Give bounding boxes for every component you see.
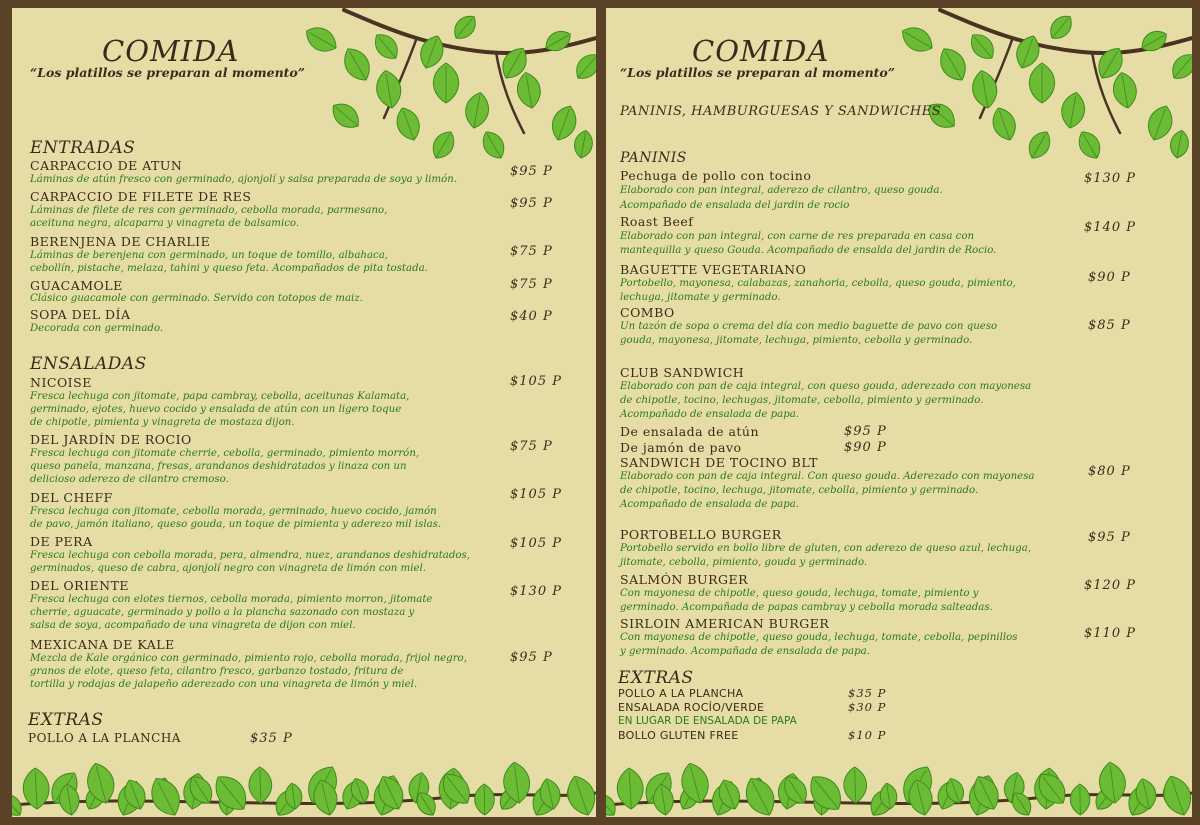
item-desc-line: Con mayonesa de chipotle, queso gouda, lechuga, tomate, pimiento y <box>620 588 979 599</box>
leaf-icon <box>428 127 459 162</box>
leaf-icon <box>934 43 972 86</box>
item-desc-line: germinado, ejotes, huevo cocido y ensalada de atún con un ligero toque <box>30 404 402 415</box>
extra-price: $30 P <box>848 700 887 714</box>
item-name: SOPA DEL DÍA <box>30 307 131 322</box>
item-name: Pechuga de pollo con tocino <box>620 168 812 183</box>
leaf-icon <box>449 11 481 44</box>
leaf-icon <box>463 91 492 130</box>
item-desc-line: de chipotle, pimienta y vinagreta de mostaza dijon. <box>30 417 295 428</box>
item-name: Roast Beef <box>620 214 694 229</box>
item-desc-line: mantequilla y queso Gouda. Acompañado de ensalda del jardin de Rocio. <box>620 245 997 256</box>
tagline: “Los platillos se preparan al momento” <box>30 65 305 80</box>
item-name: COMBO <box>620 305 675 320</box>
item-name: CARPACCIO DE FILETE DE RES <box>30 189 252 204</box>
leaf-icon <box>392 104 424 143</box>
item-desc-line: Mezcla de Kale orgánico con germinado, pimiento rojo, cebolla morada, frijol negro, <box>30 653 467 664</box>
item-desc-line: Láminas de filete de res con germinado, cebolla morada, parmesano, <box>30 205 388 216</box>
leaf-icon <box>433 63 458 103</box>
leaf-icon <box>338 43 376 86</box>
item-desc-line: cherrie, aguacate, germinado y pollo a la plancha sazonado con mostaza y <box>30 607 415 618</box>
item-price: $80 P <box>1088 464 1131 479</box>
item-price: $95 P <box>510 164 553 179</box>
leaf-icon <box>327 98 364 134</box>
item-desc-line: Fresca lechuga con cebolla morada, pera, almendra, nuez, arandanos deshidratados, <box>30 550 471 561</box>
leaf-icon <box>547 102 581 144</box>
item-name: SANDWICH DE TOCINO BLT <box>620 455 818 470</box>
item-desc-line: de chipotle, tocino, lechugas, jitomate, cebolla, pimiento y germinado. <box>620 395 984 406</box>
item-price: $40 P <box>510 309 553 324</box>
leaf-icon <box>1070 784 1090 815</box>
extra-note: EN LUGAR DE ENSALADA DE PAPA <box>618 715 797 727</box>
heading-extras: EXTRAS <box>28 710 104 730</box>
heading-extras: EXTRAS <box>618 668 694 688</box>
leaf-icon <box>1029 63 1054 103</box>
leaf-icon <box>369 29 403 64</box>
item-desc-line: delicioso aderezo de cilantro cremoso. <box>30 474 229 485</box>
item-price: $95 P <box>510 650 553 665</box>
extra-price: $35 P <box>250 731 293 746</box>
item-desc-line: Láminas de berenjena con germinado, un toque de tomillo, albahaca, <box>30 250 389 261</box>
leaf-icon <box>1059 91 1088 130</box>
item-price: $105 P <box>510 374 562 389</box>
leaf-icon <box>897 22 937 58</box>
item-name: BAGUETTE VEGETARIANO <box>620 262 807 277</box>
leaf-icon <box>965 29 999 64</box>
leaf-icon <box>478 127 509 162</box>
extra-name: POLLO A LA PLANCHA <box>28 731 181 745</box>
item-name: CARPACCIO DE ATUN <box>30 158 183 173</box>
leaf-icon <box>1167 49 1192 84</box>
item-name: PORTOBELLO BURGER <box>620 527 782 542</box>
item-desc-line: Decorada con germinado. <box>30 323 164 334</box>
page-title: COMIDA <box>102 34 240 68</box>
leaf-icon <box>1158 772 1192 817</box>
item-name: DEL ORIENTE <box>30 578 130 593</box>
page-title: COMIDA <box>692 34 830 68</box>
section-title: PANINIS, HAMBURGUESAS Y SANDWICHES <box>620 104 942 119</box>
leaf-icon <box>572 129 594 160</box>
item-desc-line: Elaborado con pan integral, con carne de res preparada en casa con <box>620 231 975 242</box>
leaf-icon <box>515 71 544 110</box>
leaf-icon <box>988 104 1020 143</box>
item-price: $140 P <box>1084 220 1136 235</box>
item-desc-line: granos de elote, queso feta, cilantro fresco, garbanzo tostado, fritura de <box>30 666 404 677</box>
extra-name: BOLLO GLUTEN FREE <box>618 729 739 742</box>
leaf-icon <box>248 767 272 804</box>
item-name: CLUB SANDWICH <box>620 365 745 380</box>
leaf-icon <box>1074 127 1105 162</box>
item-desc-line: Acompañado de ensalada del jardin de rocio <box>620 200 850 211</box>
leaf-icon <box>1024 127 1055 162</box>
item-desc-line: aceituna negra, alcaparra y vinagreta de balsamico. <box>30 218 300 229</box>
extra-price: $35 P <box>848 686 887 700</box>
item-desc-line: Portobello, mayonesa, calabazas, zanahoria, cebolla, queso gouda, pimiento, <box>620 278 1016 289</box>
item-name: DE PERA <box>30 534 93 549</box>
item-desc-line: gouda, mayonesa, jitomate, lechuga, pimiento, cebolla y germinado. <box>620 335 973 346</box>
item-desc-line: germinados, queso de cabra, ajonjolí negro con vinagreta de limón con miel. <box>30 563 426 574</box>
item-price: $90 P <box>1088 270 1131 285</box>
item-name: SIRLOIN AMERICAN BURGER <box>620 616 830 631</box>
item-desc-line: lechuga, jitomate y germinado. <box>620 292 781 303</box>
item-desc-line: Láminas de atún fresco con germinado, ajonjolí y salsa preparada de soya y limón. <box>30 174 458 185</box>
extra-name: ENSALADA ROCÍO/VERDE <box>618 701 765 714</box>
item-price: $75 P <box>510 244 553 259</box>
leaf-icon <box>474 784 494 815</box>
item-desc-line: Acompañado de ensalada de papa. <box>620 409 800 420</box>
item-price: $95 P <box>1088 530 1131 545</box>
leaves-top-left-decoration <box>296 8 596 168</box>
item-desc-line: Fresca lechuga con jitomate cherrie, cebolla, germinado, pimiento morrón, <box>30 448 420 459</box>
item-desc-line: Fresca lechuga con jitomate, cebolla morada, germinado, huevo cocido, jamón <box>30 506 437 517</box>
heading-paninis: PANINIS <box>620 150 687 166</box>
item-desc-line: Portobello servido en bollo libre de gluten, con aderezo de queso azul, lechuga, <box>620 543 1032 554</box>
option-price: $95 P <box>844 424 887 439</box>
item-price: $105 P <box>510 487 562 502</box>
item-price: $130 P <box>1084 171 1136 186</box>
item-desc-line: cebollín, pistache, melaza, tahini y queso feta. Acompañados de pita tostada. <box>30 263 428 274</box>
menu-page-left <box>12 8 596 817</box>
extra-price: $10 P <box>848 728 887 742</box>
option-price: $90 P <box>844 440 887 455</box>
leaf-icon <box>301 22 341 58</box>
item-price: $75 P <box>510 277 553 292</box>
leaf-icon <box>1143 102 1177 144</box>
item-name: BERENJENA DE CHARLIE <box>30 234 211 249</box>
leaf-icon <box>562 772 596 817</box>
option-name: De ensalada de atún <box>620 424 760 439</box>
item-name: SALMÓN BURGER <box>620 572 749 587</box>
item-desc-line: germinado. Acompañada de papas cambray y cebolla morada salteadas. <box>620 602 993 613</box>
item-desc-line: y germinado. Acompañada de ensalada de papa. <box>620 646 870 657</box>
item-desc-line: Clásico guacamole con germinado. Servido con totopos de maiz. <box>30 293 363 304</box>
item-desc-line: tortilla y rodajas de jalapeño aderezado con una vinagreta de limón y miel. <box>30 679 418 690</box>
item-desc-line: Elaborado con pan de caja integral, con queso gouda, aderezado con mayonesa <box>620 381 1032 392</box>
leaf-icon <box>970 68 1000 110</box>
item-name: MEXICANA DE KALE <box>30 637 175 652</box>
item-name: DEL JARDÍN DE ROCIO <box>30 432 192 447</box>
leaf-icon <box>843 767 867 804</box>
tagline: “Los platillos se preparan al momento” <box>620 65 895 80</box>
leaf-icon <box>1168 129 1190 160</box>
item-price: $120 P <box>1084 578 1136 593</box>
item-desc-line: Elaborado con pan de caja integral. Con queso gouda. Aderezado con mayonesa <box>620 471 1035 482</box>
item-name: GUACAMOLE <box>30 278 123 293</box>
extra-name: POLLO A LA PLANCHA <box>618 687 744 700</box>
item-desc-line: jitomate, cebolla, pimiento, gouda y germinado. <box>620 557 868 568</box>
item-desc-line: de chipotle, tocino, lechuga, jitomate, cebolla, pimiento y germinado. <box>620 485 979 496</box>
item-desc-line: Fresca lechuga con jitomate, papa cambray, cebolla, aceitunas Kalamata, <box>30 391 410 402</box>
item-name: NICOISE <box>30 375 92 390</box>
leaf-icon <box>1111 71 1140 110</box>
leaf-icon <box>1045 11 1077 44</box>
menu-page-right <box>606 8 1192 817</box>
heading-ensaladas: ENSALADAS <box>30 354 147 374</box>
item-desc-line: salsa de soya, acompañado de una vinagreta de dijon con miel. <box>30 620 356 631</box>
item-desc-line: Con mayonesa de chipotle, queso gouda, lechuga, tomate, cebolla, pepinillos <box>620 632 1018 643</box>
item-desc-line: Elaborado con pan integral, aderezo de cilantro, queso gouda. <box>620 185 943 196</box>
item-price: $75 P <box>510 439 553 454</box>
leaves-top-right-decoration <box>892 8 1192 168</box>
item-price: $105 P <box>510 536 562 551</box>
item-price: $85 P <box>1088 318 1131 333</box>
heading-entradas: ENTRADAS <box>30 138 136 158</box>
item-desc-line: Fresca lechuga con elotes tiernos, cebolla morada, pimiento morron, jitomate <box>30 594 433 605</box>
item-name: DEL CHEFF <box>30 490 113 505</box>
leaf-icon <box>374 68 404 110</box>
item-desc-line: de pavo, jamón italiano, queso gouda, un toque de pimienta y aderezo mil islas. <box>30 519 442 530</box>
item-desc-line: Un tazón de sopa o crema del día con medio baguette de pavo con queso <box>620 321 998 332</box>
leaf-icon <box>571 49 596 84</box>
item-price: $110 P <box>1084 626 1136 641</box>
item-desc-line: queso panela, manzana, fresas, arandanos deshidratados y linaza con un <box>30 461 407 472</box>
item-price: $95 P <box>510 196 553 211</box>
item-price: $130 P <box>510 584 562 599</box>
item-desc-line: Acompañado de ensalada de papa. <box>620 499 800 510</box>
option-name: De jamón de pavo <box>620 440 742 455</box>
